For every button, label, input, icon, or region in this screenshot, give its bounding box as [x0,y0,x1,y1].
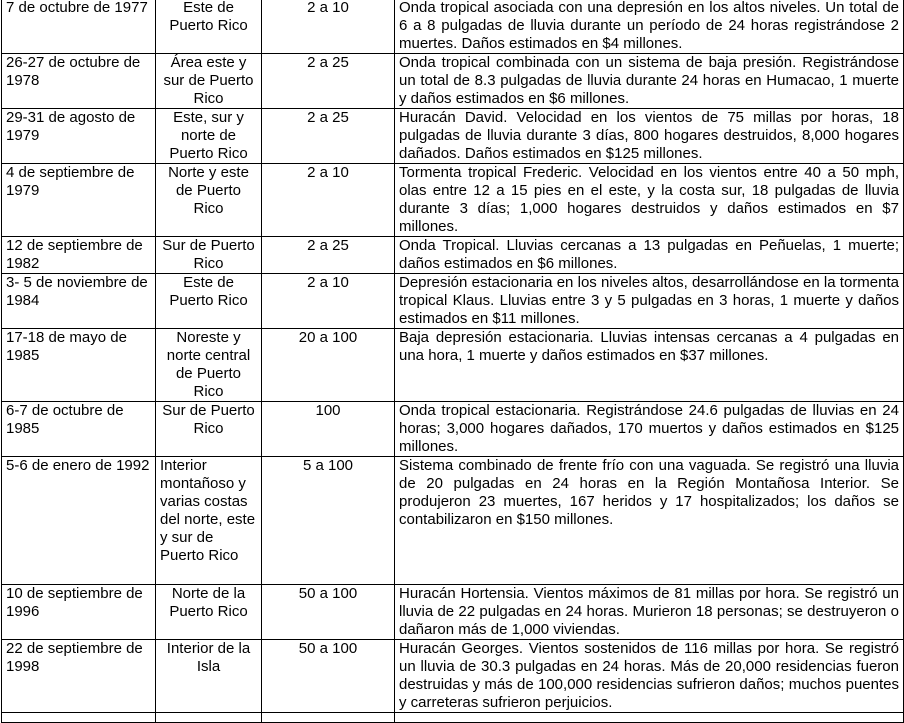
event-date: 29-31 de agosto de 1979 [2,109,156,164]
event-date: 17-18 de mayo de 1985 [2,329,156,402]
table-row [2,54,904,109]
table-row [2,329,904,402]
affected-area: Este de Puerto Rico [156,0,262,54]
affected-area: Noreste y norte central de Puerto Rico [156,329,262,402]
affected-area: Este, sur y norte de Puerto Rico [156,109,262,164]
affected-area: Norte de la Puerto Rico [156,585,262,640]
event-date: 6-7 de octubre de 1985 [2,402,156,457]
event-date: 7 de octubre de 1977 [2,0,156,54]
event-date: 4 de septiembre de 1979 [2,164,156,237]
return-period: 50 a 100 [262,585,395,640]
table-row [2,457,904,585]
return-period: 2 a 10 [262,164,395,237]
event-description: Onda Tropical. Lluvias cercanas a 13 pulgadas en Peñuelas, 1 muerte; daños estimados en $6 millones. [395,237,904,274]
event-description: Sistema combinado de frente frío con una vaguada. Se registró una lluvia de 20 pulgadas en 24 horas en la Región Montañosa Interior. Se produjeron 23 muertes, 167 heridos y 17 hospitalizados; los daños se contabilizaron en $150 millones. [395,457,904,585]
empty-cell [262,713,395,723]
event-description: Onda tropical combinada con un sistema de baja presión. Registrándose un total de 8.3 pulgadas de lluvia durante 24 horas en Humacao, 1 muerte y daños estimados en $6 millones. [395,54,904,109]
event-date: 26-27 de octubre de 1978 [2,54,156,109]
affected-area: Este de Puerto Rico [156,274,262,329]
event-description: Huracán Georges. Vientos sostenidos de 116 millas por hora. Se registró un lluvia de 30.3 pulgadas en 24 horas. Más de 20,000 residencias fueron destruidas y más de 100,000 residencias sufrieron daños; muchos puentes y carreteras sufrieron perjuicios. [395,640,904,713]
event-date: 3- 5 de noviembre de 1984 [2,274,156,329]
event-date: 12 de septiembre de 1982 [2,237,156,274]
event-description: Huracán Hortensia. Vientos máximos de 81 millas por hora. Se registró un lluvia de 22 pulgadas en 24 horas. Murieron 18 personas; se destruyeron o dañaron más de 1,000 viviendas. [395,585,904,640]
table-row [2,713,904,723]
event-description: Onda tropical estacionaria. Registrándose 24.6 pulgadas de lluvias en 24 horas; 3,000 hogares dañados, 170 muertos y daños estimados en $125 millones. [395,402,904,457]
event-description: Huracán David. Velocidad en los vientos de 75 millas por horas, 18 pulgadas de lluvia durante 3 días, 800 hogares destruidos, 8,000 hogares dañados. Daños estimados en $125 millones. [395,109,904,164]
table-row [2,109,904,164]
table-row [2,585,904,640]
flood-events-table [1,0,904,723]
return-period: 5 a 100 [262,457,395,585]
return-period: 50 a 100 [262,640,395,713]
table-row [2,237,904,274]
empty-cell [2,713,156,723]
table-row [2,402,904,457]
return-period: 2 a 25 [262,54,395,109]
affected-area: Sur de Puerto Rico [156,402,262,457]
event-description: Baja depresión estacionaria. Lluvias intensas cercanas a 4 pulgadas en una hora, 1 muerte y daños estimados en $37 millones. [395,329,904,402]
affected-area: Sur de Puerto Rico [156,237,262,274]
event-description: Onda tropical asociada con una depresión en los altos niveles. Un total de 6 a 8 pulgadas de lluvia durante un período de 24 horas registrándose 2 muertes. Daños estimados en $4 millones. [395,0,904,54]
event-description: Depresión estacionaria en los niveles altos, desarrollándose en la tormenta tropical Klaus. Lluvias entre 3 y 5 pulgadas en 3 horas, 1 muerte y daños estimados en $11 millones. [395,274,904,329]
affected-area: Norte y este de Puerto Rico [156,164,262,237]
affected-area: Interior de la Isla [156,640,262,713]
table-row [2,164,904,237]
return-period: 100 [262,402,395,457]
event-date: 5-6 de enero de 1992 [2,457,156,585]
event-date: 10 de septiembre de 1996 [2,585,156,640]
event-date: 22 de septiembre de 1998 [2,640,156,713]
affected-area: Interior montañoso y varias costas del norte, este y sur de Puerto Rico [156,457,262,585]
empty-cell [156,713,262,723]
return-period: 2 a 25 [262,109,395,164]
affected-area: Área este y sur de Puerto Rico [156,54,262,109]
table-row [2,640,904,713]
return-period: 20 a 100 [262,329,395,402]
table-row [2,0,904,54]
event-description: Tormenta tropical Frederic. Velocidad en los vientos entre 40 a 50 mph, olas entre 12 a 15 pies en el este, y la costa sur, 18 pulgadas de lluvia durante 3 días; 1,000 hogares destruidos y daños estimados en $7 millones. [395,164,904,237]
return-period: 2 a 25 [262,237,395,274]
return-period: 2 a 10 [262,0,395,54]
return-period: 2 a 10 [262,274,395,329]
table-row [2,274,904,329]
empty-cell [395,713,904,723]
